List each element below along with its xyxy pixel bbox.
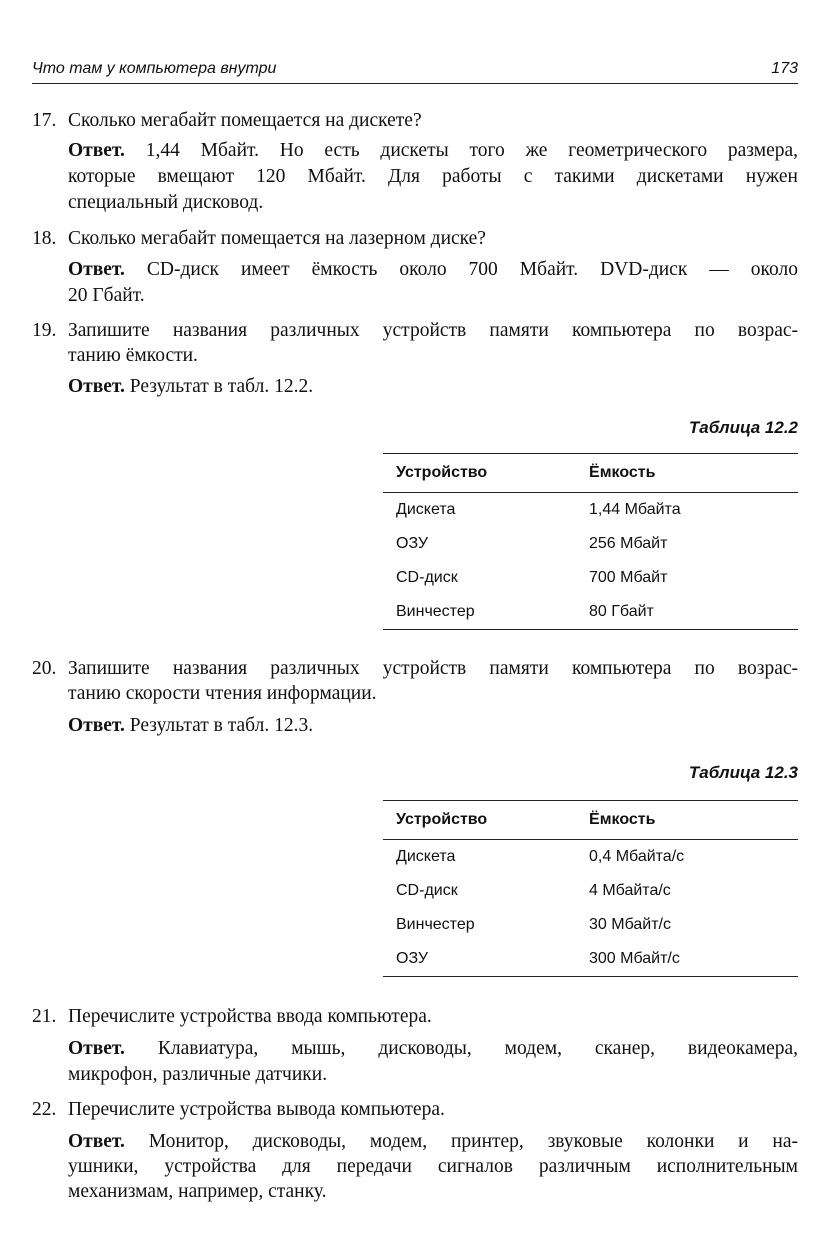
table-row — [383, 527, 798, 561]
answer-text: микрофон, различные датчики. — [68, 1064, 328, 1085]
answer-text: Монитор, дисководы, модем, принтер, звуковые колонки и на- — [148, 1131, 798, 1152]
answer-label: Ответ. — [68, 140, 125, 161]
answer-text: которые вмещают 120 Мбайт. Для работы с такими дискетами нужен — [68, 166, 798, 187]
question-text: Перечислите устройства вывода компьютера. — [68, 1099, 445, 1120]
header-cell: Ёмкость — [589, 464, 656, 481]
table-caption: Таблица 12.2 — [688, 418, 798, 437]
question-text: Сколько мегабайт помещается на лазерном диске? — [68, 228, 486, 249]
header-cell: Устройство — [396, 811, 488, 828]
device-cell: Дискета — [396, 501, 456, 518]
question-number-line — [32, 1099, 56, 1121]
device-cell: ОЗУ — [396, 950, 429, 967]
device-cell: CD-диск — [396, 882, 458, 899]
answer-text: Результат в табл. 12.3. — [129, 715, 314, 736]
header-cell: Ёмкость — [589, 811, 656, 828]
question-number-line — [32, 1006, 56, 1028]
answer-label: Ответ. — [68, 259, 125, 280]
question-line — [68, 320, 798, 342]
answer-line — [68, 259, 798, 281]
question-number-line — [32, 110, 56, 132]
header-cell: Устройство — [396, 464, 488, 481]
device-cell: Дискета — [396, 848, 456, 865]
table-row — [383, 874, 798, 908]
question-line — [68, 345, 198, 367]
answer-line — [68, 1156, 798, 1178]
question-text: Сколько мегабайт помещается на дискете? — [68, 110, 422, 131]
data-table — [383, 800, 798, 977]
value-cell: 30 Мбайт/с — [589, 916, 671, 933]
answer-text: 20 Гбайт. — [68, 285, 145, 306]
answer-text: 1,44 Мбайт. Но есть дискеты того же геометрического размера, — [145, 140, 799, 161]
question-line — [68, 658, 798, 680]
table-row — [383, 840, 798, 874]
device-cell: CD-диск — [396, 569, 458, 586]
answer-text: специальный дисковод. — [68, 192, 264, 213]
value-cell: 256 Мбайт — [589, 535, 668, 552]
value-cell: 300 Мбайт/с — [589, 950, 680, 967]
question-number-line — [32, 658, 56, 680]
value-cell: 80 Гбайт — [589, 603, 654, 620]
table-row — [383, 493, 798, 527]
answer-label: Ответ. — [68, 376, 125, 397]
device-cell: ОЗУ — [396, 535, 429, 552]
answer-label: Ответ. — [68, 715, 125, 736]
value-cell: 700 Мбайт — [589, 569, 668, 586]
question-line — [68, 1099, 445, 1121]
answer-line — [68, 285, 145, 307]
answer-line — [68, 376, 313, 398]
answer-line — [68, 140, 798, 162]
table-rule — [383, 629, 798, 630]
question-line — [68, 683, 377, 705]
answer-line — [68, 1131, 798, 1153]
data-table — [383, 453, 798, 630]
value-cell: 1,44 Мбайта — [589, 501, 681, 518]
question-text: Перечислите устройства ввода компьютера. — [68, 1006, 432, 1027]
table-row — [383, 908, 798, 942]
table-header-row — [383, 454, 798, 492]
question-number: 19. — [32, 320, 57, 341]
answer-line — [68, 166, 798, 188]
question-number-line — [32, 228, 56, 250]
question-line — [68, 110, 422, 132]
question-number: 20. — [32, 658, 57, 679]
question-number: 17. — [32, 110, 57, 131]
running-header-title: Что там у компьютера внутри — [32, 60, 277, 77]
device-cell: Винчестер — [396, 916, 475, 933]
answer-line — [68, 1181, 326, 1203]
question-number: 21. — [32, 1006, 57, 1027]
answer-text: CD-диск имеет ёмкость около 700 Мбайт. DVD-диск — около — [146, 259, 798, 280]
table-row — [383, 561, 798, 595]
question-text: Запишите названия различных устройств памяти компьютера по возрас- — [68, 658, 798, 679]
question-text: танию ёмкости. — [68, 345, 198, 366]
page-number: 173 — [771, 60, 798, 77]
table-row — [383, 942, 798, 976]
table-rule — [383, 976, 798, 977]
value-cell: 4 Мбайта/с — [589, 882, 671, 899]
answer-text: механизмам, например, станку. — [68, 1181, 327, 1202]
answer-line — [68, 192, 263, 214]
answer-line — [68, 1064, 327, 1086]
question-number: 22. — [32, 1099, 57, 1120]
table-row — [383, 595, 798, 629]
device-cell: Винчестер — [396, 603, 475, 620]
answer-label: Ответ. — [68, 1038, 125, 1059]
question-line — [68, 228, 486, 250]
header-rule — [32, 83, 798, 84]
answer-text: Клавиатура, мышь, дисководы, модем, сканер, видеокамера, — [157, 1038, 799, 1059]
question-number: 18. — [32, 228, 57, 249]
answer-line — [68, 715, 313, 737]
question-text: Запишите названия различных устройств памяти компьютера по возрас- — [68, 320, 798, 341]
question-text: танию скорости чтения информации. — [68, 683, 377, 704]
question-line — [68, 1006, 432, 1028]
answer-label: Ответ. — [68, 1131, 125, 1152]
answer-line — [68, 1038, 798, 1060]
answer-text: Результат в табл. 12.2. — [129, 376, 314, 397]
table-header-row — [383, 801, 798, 839]
answer-text: ушники, устройства для передачи сигналов различным исполнительным — [68, 1156, 798, 1177]
question-number-line — [32, 320, 56, 342]
value-cell: 0,4 Мбайта/с — [589, 848, 685, 865]
table-caption: Таблица 12.3 — [688, 763, 798, 782]
